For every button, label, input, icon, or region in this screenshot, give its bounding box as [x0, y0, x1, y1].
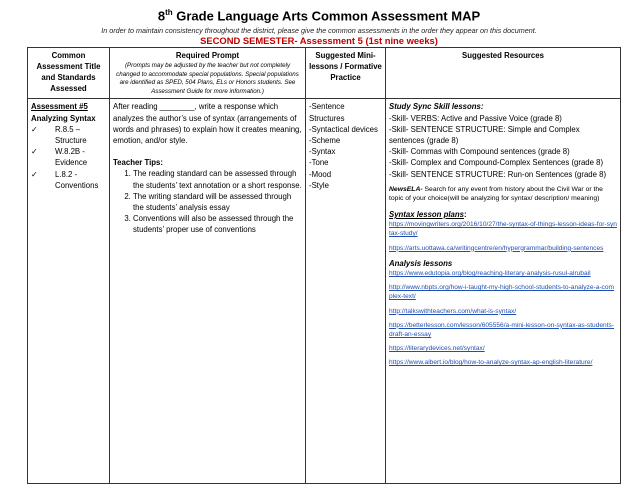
- list-item: -Skill- SENTENCE STRUCTURE: Run-on Sentences (grade 8): [389, 169, 607, 179]
- teacher-tips-label: Teacher Tips:: [113, 158, 163, 168]
- prompt-note: (Prompts may be adjusted by the teacher but not completely changed to accommodate special populations. Special populations are identified as SPED, 504 Plans, ELs or Honors students. See Assessment Guide for more information.): [116, 62, 299, 95]
- resource-link[interactable]: https://arts.uottawa.ca/writingcentre/en/hypergrammar/building-sentences: [389, 244, 604, 252]
- prompt-cell: [110, 99, 306, 484]
- list-item: -Skill- SENTENCE STRUCTURE: Simple and Complex sentences (grade 8): [389, 124, 580, 145]
- list-item: -Syntactical devices: [309, 124, 378, 134]
- table-header-row: [28, 48, 621, 99]
- assessment-table: [27, 47, 621, 484]
- newsela-text: Search for any event from history about the Civil War or the topic of your choice(will be analyzing for syntax/ description/ meaning): [389, 185, 603, 203]
- list-item: -Style: [309, 180, 329, 190]
- list-item: -Syntax: [309, 147, 336, 157]
- assessment-subtitle: Analyzing Syntax: [31, 113, 96, 123]
- standard-item: ✓ W.8.2B - Evidence: [31, 147, 88, 168]
- resource-link[interactable]: http://talkswithteachers.com/what-is-syntax/: [389, 307, 517, 315]
- resource-link[interactable]: https://betterlesson.com/lesson/605556/a-mini-lesson-on-syntax-as-students-draft-an-essay: [389, 321, 615, 339]
- standards-list: [31, 124, 106, 191]
- check-icon: ✓: [31, 147, 38, 157]
- header-assessment-title: Common Assessment Title and Standards Assessed: [28, 48, 110, 99]
- resource-link[interactable]: http://www.nbpts.org/how-i-taught-my-high-school-students-to-analyze-a-complex-text/: [389, 284, 615, 301]
- semester-heading: SECOND SEMESTER- Assessment 5 (1st nine weeks): [200, 35, 438, 46]
- list-item: 3. Conventions will also be assessed through the students’ proper use of conventions: [133, 213, 302, 235]
- header-required-prompt: Required Prompt (Prompts may be adjusted by the teacher but not completely changed to accommodate special populations. Special populations are identified as SPED, 504 Plans, ELs or Honors students. See Assessment Guide for more information.): [110, 48, 306, 99]
- list-item: 1. The reading standard can be assessed through the students’ text annotation or a short response.: [133, 168, 302, 190]
- assessment-cell: [28, 99, 110, 484]
- list-item: -Mood: [309, 169, 332, 179]
- list-item: -Skill- Complex and Compound-Complex Sentences (grade 8): [389, 158, 604, 168]
- analysis-lessons-label: Analysis lessons: [389, 258, 453, 268]
- standard-item: ✓ L.8.2 - Conventions: [31, 169, 99, 190]
- header-mini-lessons: Suggested Mini-lessons / Formative Practice: [306, 48, 386, 99]
- list-item: -Skill- VERBS: Active and Passive Voice (grade 8): [389, 113, 562, 123]
- list-item: -Scheme: [309, 135, 341, 145]
- teacher-tips-list: [113, 168, 302, 235]
- standard-item: ✓ R.8.5 – Structure: [31, 124, 87, 145]
- syntax-lessons-label: Syntax lesson plans: [389, 209, 464, 219]
- resource-link[interactable]: https://literarydevices.net/syntax/: [389, 345, 485, 353]
- list-item: -Skill- Commas with Compound sentences (grade 8): [389, 147, 570, 157]
- resource-link[interactable]: https://www.albert.io/blog/how-to-analyze-syntax-ap-english-literature/: [389, 359, 593, 367]
- check-icon: ✓: [31, 169, 38, 179]
- list-item: -Sentence Structures: [309, 102, 345, 123]
- studysync-label: Study Sync Skill lessons:: [389, 102, 484, 112]
- prompt-text: After reading ________, write a response which analyzes the author’s use of syntax (arrangements of words and phrases) to explain how it creates meaning, emotion, and/or style.: [113, 102, 302, 145]
- newsela-label: NewsELA-: [389, 185, 423, 193]
- page-subtitle: In order to maintain consistency throughout the district, please give the common assessments in the order they appear on this document.: [101, 26, 537, 35]
- check-icon: ✓: [31, 124, 38, 134]
- resources-cell: Study Sync Skill lessons: -Skill- VERBS: Active and Passive Voice (grade 8) -Skill- SENTENCE STRUCTURE: Simple and Complex sentences (grade 8) -Skill- Commas with Compound sentences (grade 8) -Skill- Complex and Compound-Complex Sentences (grade 8) -Skill- SENTENCE STRUCTURE: Run-on Sentences (grade 8) NewsELA- Search for any event from history about the Civil War or the topic of your choice(will be analyzing for syntax/ description/ meaning) Syntax lesson plans: https://movingwriters.org/2016/10/27/the-syntax-of-things-lesson-ideas-for-syntax-study/ https://arts.uottawa.ca/writingcentre/en/hypergrammar/building-sentences Analysis lessons https://www.edutopia.org/blog/reaching-literary-analysis-rusul-alrubail http://www.nbpts.org/how-i-taught-my-high-school-students-to-analyze-a-complex-text/ http://talkswithteachers.com/what-is-syntax/ https://betterlesson.com/lesson/605556/a-mini-lesson-on-syntax-as-students-draft-an-essay https://literarydevices.net/syntax/ https://www.albert.io/blog/how-to-analyze-syntax-ap-english-literature/: [386, 99, 621, 484]
- list-item: 2. The writing standard will be assessed through the students’ analysis essay: [133, 191, 302, 213]
- assessment-title: Assessment #5: [31, 102, 88, 112]
- header-suggested-resources: Suggested Resources: [386, 48, 621, 99]
- list-item: -Tone: [309, 158, 329, 168]
- page-title: 8th Grade Language Arts Common Assessment MAP: [157, 8, 481, 24]
- resource-link[interactable]: https://www.edutopia.org/blog/reaching-literary-analysis-rusul-alrubail: [389, 270, 591, 277]
- mini-lessons-cell: [306, 99, 386, 484]
- table-row: [28, 99, 621, 484]
- resource-link[interactable]: https://movingwriters.org/2016/10/27/the-syntax-of-things-lesson-ideas-for-syntax-study/: [389, 221, 617, 238]
